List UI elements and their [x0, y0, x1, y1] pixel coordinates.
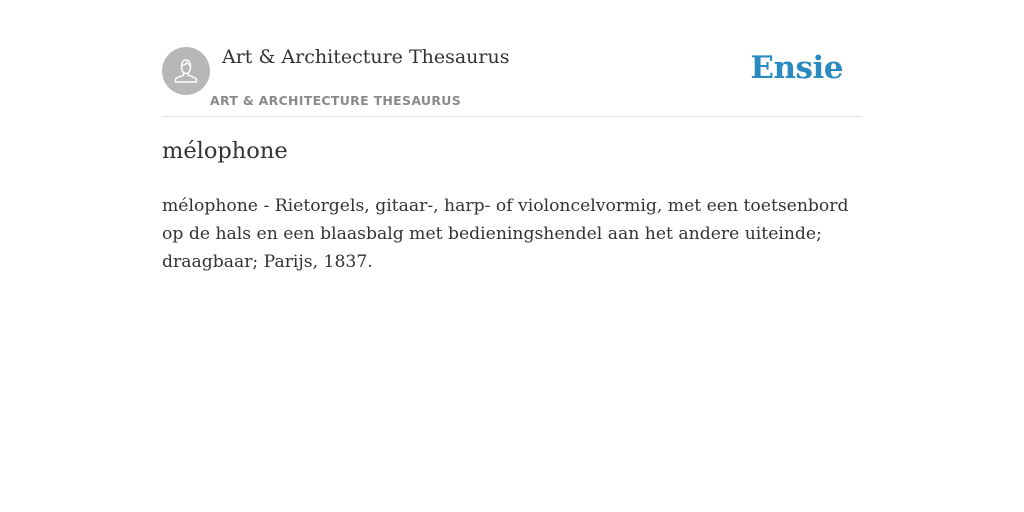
entry-header	[162, 44, 862, 117]
term-title: mélophone	[162, 138, 288, 164]
definition-text: mélophone - Rietorgels, gitaar-, harp- of violoncelvormig, met een toetsenbord op de hals en een blaasbalg met bedieningshendel aan het andere uiteinde; draagbaar; Parijs, 1837.	[162, 196, 849, 272]
brand-logo[interactable]: Ensie	[750, 50, 843, 86]
user-silhouette-icon	[171, 56, 201, 86]
source-label[interactable]: ART & ARCHITECTURE THESAURUS	[210, 93, 462, 108]
author-name[interactable]: Art & Architecture Thesaurus	[222, 46, 510, 68]
avatar[interactable]	[162, 47, 210, 95]
